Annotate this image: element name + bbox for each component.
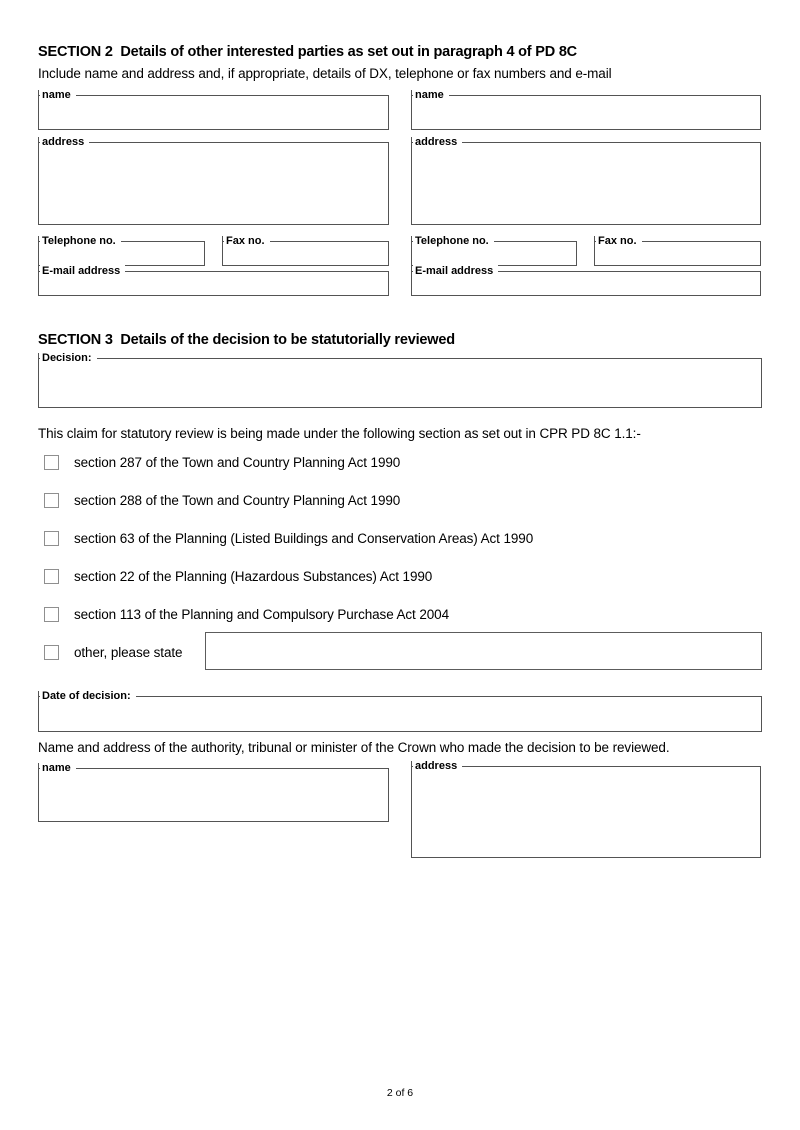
party2-telephone-field[interactable] [411, 235, 577, 266]
party2-name-field[interactable] [411, 89, 761, 130]
party2-telephone-label: Telephone no. [413, 234, 494, 248]
checkbox-section-113[interactable] [44, 607, 59, 622]
party1-address-label: address [40, 135, 89, 149]
section3-title: SECTION 3 Details of the decision to be statutorially reviewed [38, 332, 455, 348]
party2-fax-field[interactable] [594, 235, 761, 266]
date-of-decision-label: Date of decision: [40, 689, 136, 703]
party1-name-field[interactable] [38, 89, 389, 130]
party1-email-label: E-mail address [40, 264, 125, 278]
claim-intro-text: This claim for statutory review is being made under the following section as set out in CPR PD 8C 1.1:- [38, 426, 641, 441]
checkbox-other[interactable] [44, 645, 59, 660]
option-label-other: other, please state [74, 645, 183, 660]
authority-name-label: name [40, 761, 76, 775]
party1-fax-field[interactable] [222, 235, 389, 266]
party2-name-label: name [413, 88, 449, 102]
checkbox-section-22[interactable] [44, 569, 59, 584]
date-of-decision-field[interactable] [38, 690, 762, 732]
party1-name-label: name [40, 88, 76, 102]
party2-address-label: address [413, 135, 462, 149]
party1-telephone-label: Telephone no. [40, 234, 121, 248]
option-label-section-63: section 63 of the Planning (Listed Buildings and Conservation Areas) Act 1990 [74, 531, 534, 546]
section2-subtitle: Include name and address and, if appropriate, details of DX, telephone or fax numbers and e-mail [38, 66, 612, 81]
checkbox-section-63[interactable] [44, 531, 59, 546]
section2-title: SECTION 2 Details of other interested parties as set out in paragraph 4 of PD 8C [38, 44, 577, 60]
party2-fax-label: Fax no. [596, 234, 642, 248]
decision-label: Decision: [40, 351, 97, 365]
checkbox-section-287[interactable] [44, 455, 59, 470]
other-please-state-field[interactable] [205, 632, 762, 670]
page-number: 2 of 6 [386, 1087, 414, 1099]
authority-intro-text: Name and address of the authority, tribunal or minister of the Crown who made the decision to be reviewed. [38, 740, 670, 755]
option-label-section-287: section 287 of the Town and Country Planning Act 1990 [74, 455, 401, 470]
option-label-section-288: section 288 of the Town and Country Planning Act 1990 [74, 493, 401, 508]
option-label-section-22: section 22 of the Planning (Hazardous Substances) Act 1990 [74, 569, 433, 584]
party1-email-field[interactable] [38, 265, 389, 296]
party2-address-field[interactable] [411, 136, 761, 225]
party1-telephone-field[interactable] [38, 235, 205, 266]
party2-email-label: E-mail address [413, 264, 498, 278]
party1-address-field[interactable] [38, 136, 389, 225]
checkbox-section-288[interactable] [44, 493, 59, 508]
decision-field[interactable] [38, 352, 762, 408]
authority-address-label: address [413, 759, 462, 773]
option-label-section-113: section 113 of the Planning and Compulsory Purchase Act 2004 [74, 607, 449, 622]
authority-address-field[interactable] [411, 760, 761, 858]
party1-fax-label: Fax no. [224, 234, 270, 248]
party2-email-field[interactable] [411, 265, 761, 296]
authority-name-field[interactable] [38, 762, 389, 822]
